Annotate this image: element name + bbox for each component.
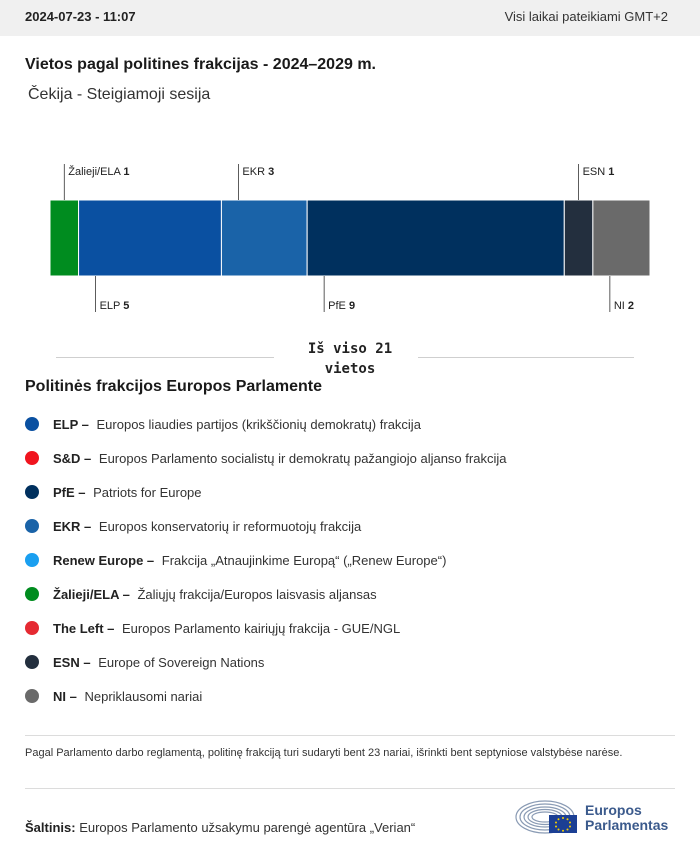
legend-color-dot [25,689,39,703]
segment-label: EKR 3 [242,166,275,178]
legend-name: Europos Parlamento kairiųjų frakcija - GUE/NGL [122,620,401,636]
segment-label: PfE 9 [328,300,356,312]
european-parliament-logo [515,798,685,838]
legend-title: Politinės frakcijos Europos Parlamente [25,378,322,395]
legend-item [25,679,685,713]
legend-item [25,645,685,679]
legend-name: Europe of Sovereign Nations [98,654,265,670]
legend-item [25,441,685,475]
page-subtitle: Čekija - Steigiamoji sesija [28,86,211,103]
legend-color-dot [25,451,39,465]
legend-abbr: Renew Europe – [53,552,158,568]
timestamp: 2024-07-23 - 11:07 [25,9,136,24]
legend-color-dot [25,587,39,601]
bar-segment-ni [593,200,650,276]
legend-name: Patriots for Europe [93,484,202,500]
segment-label: ELP 5 [99,300,130,312]
segment-label: ESN 1 [582,166,615,178]
legend-item [25,509,685,543]
legend-abbr: PfE – [53,484,90,500]
legend-item [25,475,685,509]
legend-color-dot [25,519,39,533]
source-text: Europos Parlamento užsakymu parengė agentūra „Verian“ [79,820,416,835]
legend-abbr: Žalieji/ELA – [53,586,134,602]
legend-color-dot [25,553,39,567]
legend-abbr: NI – [53,688,81,704]
segment-label: Žalieji/ELA 1 [68,166,130,178]
legend-name: Žaliųjų frakcija/Europos laisvasis aljansas [137,586,377,602]
footnote: Pagal Parlamento darbo reglamentą, politinę frakciją turi sudaryti bent 23 nariai, išrinkti bent septyniose valstybėse narėse. [25,747,623,759]
segment-label: NI 2 [613,300,635,312]
legend-color-dot [25,417,39,431]
legend-color-dot [25,485,39,499]
legend-item [25,611,685,645]
legend-abbr: EKR – [53,518,95,534]
divider [25,735,675,736]
legend-name: Nepriklausomi nariai [84,688,203,704]
legend-abbr: ESN – [53,654,95,670]
legend-name: Frakcija „Atnaujinkime Europą“ („Renew Europe“) [161,552,447,568]
legend-item [25,543,685,577]
total-divider-left [56,357,274,358]
parliament-hemicycle-icon [515,798,579,836]
legend-abbr: S&D – [53,450,95,466]
legend-abbr: The Left – [53,620,119,636]
legend-color-dot [25,621,39,635]
bar-segment-esn [564,200,593,276]
legend-item [25,407,685,441]
legend-color-dot [25,655,39,669]
legend [25,407,685,713]
source [25,820,415,835]
divider [25,788,675,789]
bar-segment-elp [79,200,222,276]
logo-text: Europos Parlamentas [585,802,669,833]
legend-name: Europos Parlamento socialistų ir demokratų pažangiojo aljanso frakcija [98,450,507,466]
legend-abbr: ELP – [53,416,93,432]
seats-stacked-bar-chart [0,150,700,325]
bar-segment-ekr [221,200,307,276]
total-divider-right [418,357,634,358]
source-label: Šaltinis: [25,820,76,835]
bar-segment--alieji-ela [50,200,79,276]
page-title: Vietos pagal politines frakcijas - 2024–2029 m. [25,56,376,73]
legend-name: Europos liaudies partijos (krikščionių demokratų) frakcija [96,416,421,432]
bar-segment-pfe [307,200,564,276]
timezone-note: Visi laikai pateikiami GMT+2 [504,9,668,24]
total-seats-label: Iš viso 21 vietos [307,341,393,377]
legend-name: Europos konservatorių ir reformuotojų frakcija [98,518,362,534]
top-bar [0,0,700,36]
legend-item [25,577,685,611]
